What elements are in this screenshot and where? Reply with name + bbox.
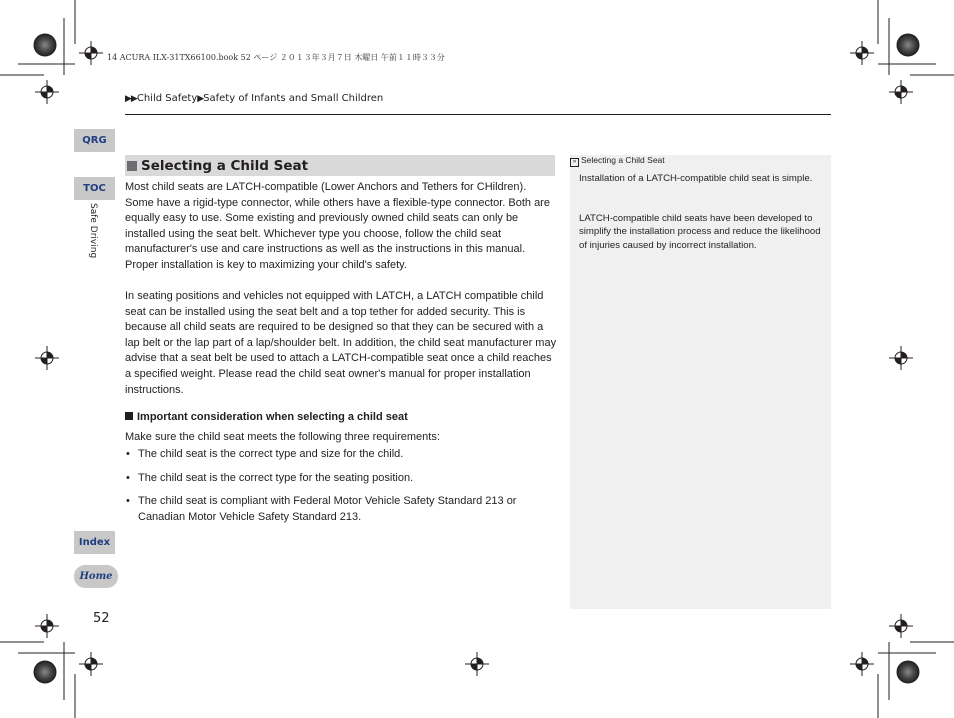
print-header: 14 ACURA ILX-31TX66100.book 52 ページ ２０１３年３月７日 木曜日 午前１１時３３分 [107,53,445,62]
home-button[interactable] [74,565,118,588]
breadcrumb-arrow-icon: ▶▶ [125,94,137,104]
list-item [125,447,555,463]
requirements-intro: Make sure the child seat meets the following three requirements: [125,431,440,443]
list-item-text: The child seat is the correct type for the seating position. [138,472,414,484]
subheading-text: Important consideration when selecting a child seat [137,411,408,423]
heading-square-icon [127,161,137,171]
header-divider [125,114,831,115]
side-note-text-2: LATCH-compatible child seats have been developed to simplify the installation process and reduce the likelihood of injuries caused by incorrect installation. [579,213,821,251]
subheading [125,411,408,423]
home-button-label: Home [79,571,113,582]
paragraph-latch-intro: Most child seats are LATCH-compatible (Lower Anchors and Tethers for CHildren). Some have a rigid-type connector, while others have a flexible-type connector. Both are equally easy to use. Some existing and previously owned child seats can only be installed using the seat belt. Whichever type you choose, follow the child seat manufacturer's use and care instructions as well as the instructions in this manual. Proper installation is key to maximizing your child's safety. [125,181,550,271]
index-button[interactable]: Index [74,531,115,554]
bullet-icon: • [126,495,130,507]
subheading-square-icon [125,412,133,420]
breadcrumb-separator-icon: ▶ [197,94,204,104]
breadcrumb-item-child-safety[interactable]: Child Safety [136,93,198,104]
side-note-title [570,155,665,167]
breadcrumb [125,93,383,104]
list-item-text: The child seat is compliant with Federal Motor Vehicle Safety Standard 213 or Canadian Motor Vehicle Safety Standard 213. [138,495,517,523]
toc-button[interactable]: TOC [74,177,115,200]
note-reference-icon: » [570,158,579,167]
section-heading-text: Selecting a Child Seat [141,157,309,174]
qrg-button[interactable]: QRG [74,129,115,152]
list-item [125,471,555,487]
list-item [125,494,555,525]
section-tab-label: Safe Driving [88,203,98,259]
bullet-icon: • [126,472,130,484]
side-note-title-text: Selecting a Child Seat [581,155,665,165]
page-number: 52 [93,611,110,626]
bullet-icon: • [126,448,130,460]
breadcrumb-item-current: Safety of Infants and Small Children [203,93,384,104]
paragraph-non-latch: In seating positions and vehicles not equipped with LATCH, a LATCH compatible child seat can be installed using the seat belt and a top tether for added security. This is because all child seats are required to be designed so that they can be secured with a lap belt or the lap part of a lap/shoulder belt. In addition, the child seat manufacturer may advise that a seat belt be used to attach a LATCH-compatible seat once a child reaches a specified weight. Please read the child seat owner's manual for proper installation instructions. [125,290,557,396]
side-note-text-1: Installation of a LATCH-compatible child seat is simple. [579,173,813,184]
section-heading [125,155,555,176]
list-item-text: The child seat is the correct type and size for the child. [138,448,404,460]
